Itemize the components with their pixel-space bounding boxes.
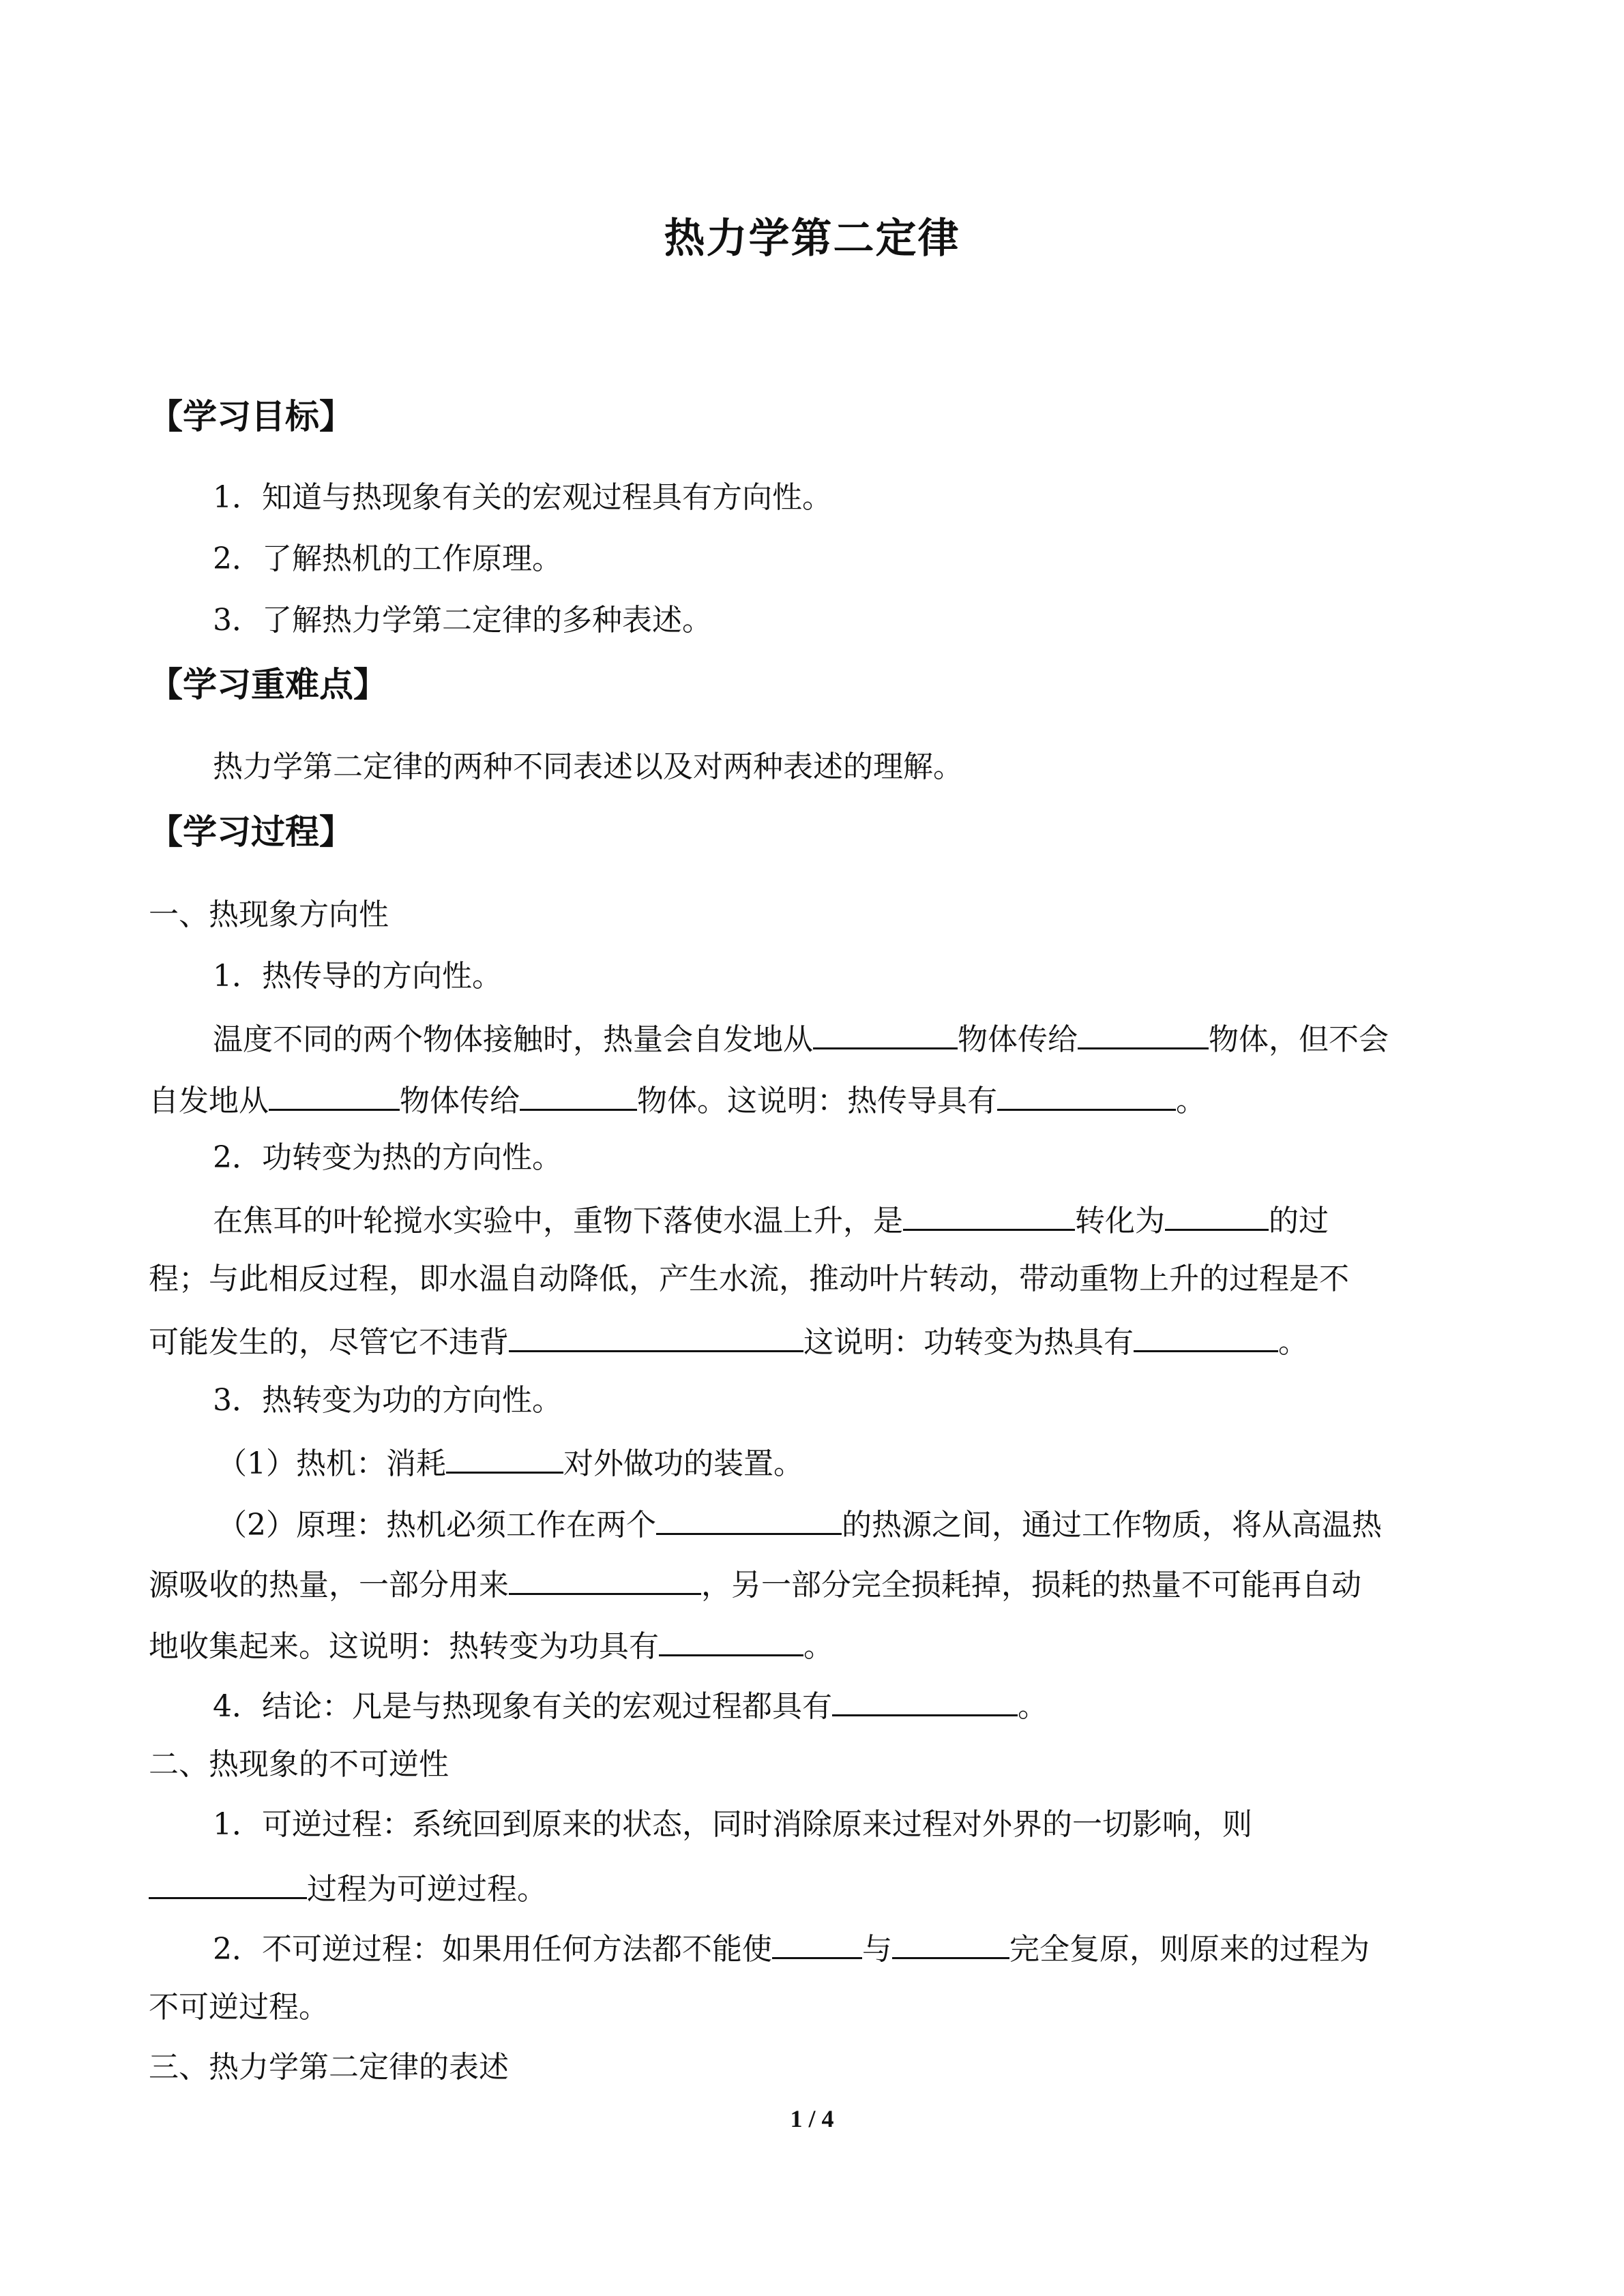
- page-title: 热力学第二定律: [664, 215, 960, 263]
- work-to-heat-line-1: 在焦耳的叶轮搅水实验中，重物下落使水温上升，是 转化为 的过: [213, 1197, 1329, 1242]
- key-points-text: 热力学第二定律的两种不同表述以及对两种表述的理解。: [213, 749, 963, 784]
- fill-blank[interactable]: [892, 1926, 1009, 1959]
- fill-blank[interactable]: [832, 1683, 1018, 1716]
- reversible-line-1: 1．可逆过程：系统回到原来的状态，同时消除原来过程对外界的一切影响，则: [213, 1807, 1252, 1842]
- irreversible-line-1: 2．不可逆过程：如果用任何方法都不能使 与 完全复原，则原来的过程为: [213, 1926, 1370, 1970]
- principle-line-1: （2）原理：热机必须工作在两个 的热源之间，通过工作物质，将从高温热: [217, 1502, 1382, 1546]
- fill-blank[interactable]: [1078, 1016, 1209, 1049]
- key-points-heading: 【学习重难点】: [149, 665, 387, 704]
- fill-blank[interactable]: [1134, 1319, 1278, 1352]
- heat-conduction-title: 1．热传导的方向性。: [213, 959, 502, 994]
- heat-engine-line: （1）热机：消耗 对外做功的装置。: [217, 1440, 803, 1485]
- fill-blank[interactable]: [1165, 1197, 1269, 1231]
- principle-line-3: 地收集起来。这说明：热转变为功具有 。: [149, 1623, 833, 1667]
- fill-blank[interactable]: [520, 1077, 637, 1111]
- part1-title: 一、热现象方向性: [149, 897, 389, 932]
- page-number: 1 / 4: [790, 2105, 834, 2132]
- objective-1: 1．知道与热现象有关的宏观过程具有方向性。: [213, 480, 832, 515]
- principle-line-2: 源吸收的热量，一部分用来 ，另一部分完全损耗掉，损耗的热量不可能再自动: [149, 1562, 1361, 1606]
- fill-blank[interactable]: [659, 1623, 803, 1656]
- part3-title: 三、热力学第二定律的表述: [149, 2050, 509, 2085]
- fill-blank[interactable]: [813, 1016, 958, 1049]
- part2-title: 二、热现象的不可逆性: [149, 1747, 449, 1782]
- fill-blank[interactable]: [509, 1562, 701, 1595]
- objective-3: 3．了解热力学第二定律的多种表述。: [213, 603, 712, 638]
- fill-blank[interactable]: [772, 1926, 862, 1959]
- fill-blank[interactable]: [446, 1440, 563, 1474]
- objectives-heading: 【学习目标】: [149, 397, 353, 436]
- work-to-heat-line-3: 可能发生的，尽管它不违背 这说明：功转变为热具有 。: [149, 1319, 1308, 1363]
- fill-blank[interactable]: [656, 1502, 842, 1535]
- fill-blank[interactable]: [997, 1077, 1176, 1111]
- irreversible-line-2: 不可逆过程。: [149, 1990, 329, 2025]
- objective-2: 2．了解热机的工作原理。: [213, 541, 562, 576]
- reversible-line-2: 过程为可逆过程。: [149, 1866, 547, 1910]
- fill-blank[interactable]: [269, 1077, 400, 1111]
- heat-conduction-line-1: 温度不同的两个物体接触时，热量会自发地从 物体传给 物体，但不会: [213, 1016, 1389, 1060]
- fill-blank[interactable]: [509, 1319, 803, 1352]
- process-heading: 【学习过程】: [149, 812, 353, 852]
- fill-blank[interactable]: [149, 1866, 307, 1899]
- fill-blank[interactable]: [903, 1197, 1075, 1231]
- work-to-heat-title: 2．功转变为热的方向性。: [213, 1140, 562, 1175]
- work-to-heat-line-2: 程；与此相反过程，即水温自动降低，产生水流，推动叶片转动，带动重物上升的过程是不: [149, 1262, 1349, 1296]
- heat-to-work-title: 3．热转变为功的方向性。: [213, 1383, 562, 1418]
- heat-conduction-line-2: 自发地从 物体传给 物体。这说明：热传导具有 。: [149, 1077, 1206, 1122]
- conclusion-line: 4．结论：凡是与热现象有关的宏观过程都具有 。: [213, 1683, 1048, 1727]
